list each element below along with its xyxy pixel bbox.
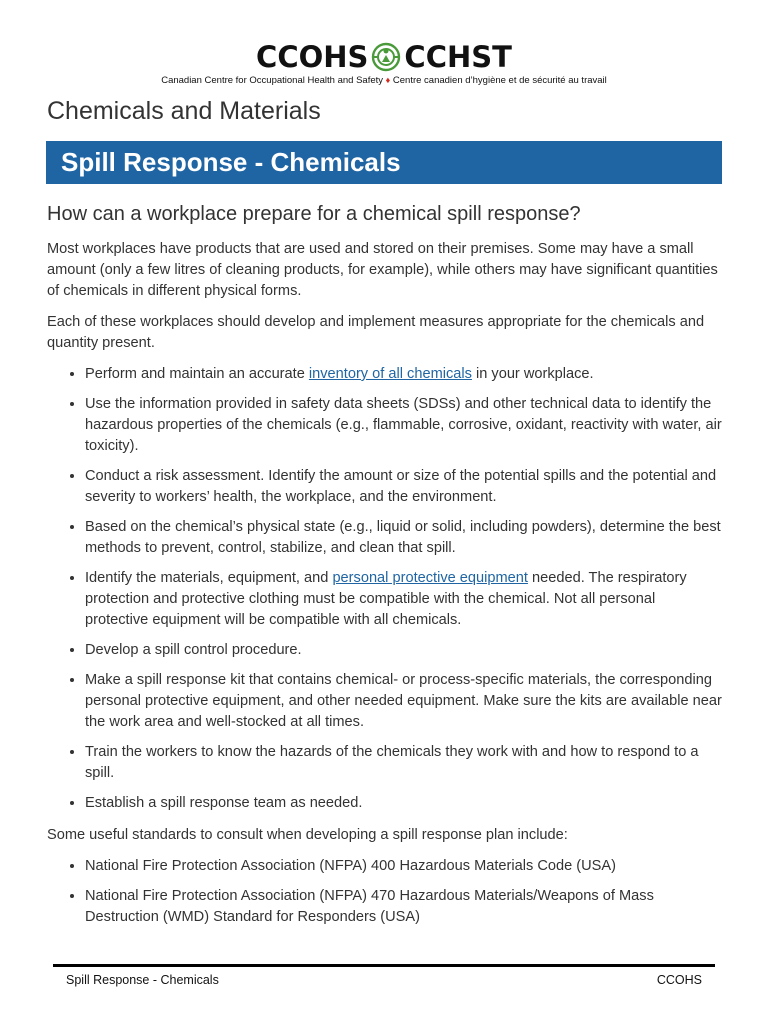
question-heading: How can a workplace prepare for a chemical spill response? xyxy=(47,203,581,225)
list-item: • Based on the chemical’s physical state (e.g., liquid or solid, including powders), determine the best methods to prevent, control, stabilize, and clean that spill. xyxy=(85,517,722,559)
list-item: • Make a spill response kit that contains chemical- or process-specific materials, the corresponding personal protective equipment, and other needed equipment. Make sure the kits are available near the work area and well-stocked at all times. xyxy=(85,670,722,733)
logo-text-en: CCOHS xyxy=(256,40,369,74)
list-item: • National Fire Protection Association (NFPA) 470 Hazardous Materials/Weapons of Mass Destruction (WMD) Standard for Responders (USA) xyxy=(85,886,722,928)
logo[interactable] xyxy=(0,42,768,72)
measures-paragraph: Each of these workplaces should develop and implement measures appropriate for the chemicals and quantity present. xyxy=(47,314,705,351)
main-content xyxy=(47,200,722,939)
list-item: • Use the information provided in safety data sheets (SDSs) and other technical data to identify the hazardous properties of the chemicals (e.g., flammable, corrosive, oxidant, reactivity with water, air toxicity). xyxy=(85,394,722,457)
tagline-fr: Centre canadien d’hygiène et de sécurité au travail xyxy=(392,75,607,86)
footer-title: Spill Response - Chemicals xyxy=(66,973,219,987)
list-item: • Train the workers to know the hazards of the chemicals they work with and how to respond to a spill. xyxy=(85,742,722,784)
intro-paragraph: Most workplaces have products that are used and stored on their premises. Some may have a small amount (only a few litres of cleaning products, for example), while others may have significant quantities of chemicals in different physical forms. xyxy=(47,241,718,299)
list-item xyxy=(85,364,722,385)
list-item-text: needed. The respiratory protection and protective clothing must be compatible with the chemical. Not all personal protective equipment will be compatible with all chemicals. xyxy=(85,570,687,628)
ccohs-emblem-icon xyxy=(371,42,401,72)
logo-text-fr: CCHST xyxy=(404,40,512,74)
list-item-text: Identify the materials, equipment, and xyxy=(85,570,333,586)
section-title: Chemicals and Materials xyxy=(47,97,321,125)
page-footer xyxy=(53,964,715,987)
site-header xyxy=(0,42,768,86)
standards-paragraph: Some useful standards to consult when developing a spill response plan include: xyxy=(47,827,568,843)
list-item: • Develop a spill control procedure. xyxy=(85,640,722,661)
list-item xyxy=(85,568,722,631)
list-item: • National Fire Protection Association (NFPA) 400 Hazardous Materials Code (USA) xyxy=(85,856,722,877)
title-banner xyxy=(46,141,722,184)
maple-leaf-icon: ♦ xyxy=(385,75,391,85)
standards-list xyxy=(47,856,722,928)
inventory-link[interactable]: inventory of all chemicals xyxy=(308,366,472,382)
footer-org: CCOHS xyxy=(656,973,702,987)
tagline-en: Canadian Centre for Occupational Health and Safety xyxy=(161,75,384,86)
list-item: • Establish a spill response team as needed. xyxy=(85,793,722,814)
page-title: Spill Response - Chemicals xyxy=(61,147,401,177)
measures-list xyxy=(47,364,722,814)
ppe-link[interactable]: personal protective equipment xyxy=(332,570,528,586)
list-item: • Conduct a risk assessment. Identify the amount or size of the potential spills and the potential and severity to workers’ health, the workplace, and the environment. xyxy=(85,466,722,508)
list-item-text: in your workplace. xyxy=(471,366,594,382)
logo-tagline xyxy=(0,75,768,86)
list-item-text: Perform and maintain an accurate xyxy=(85,366,309,382)
